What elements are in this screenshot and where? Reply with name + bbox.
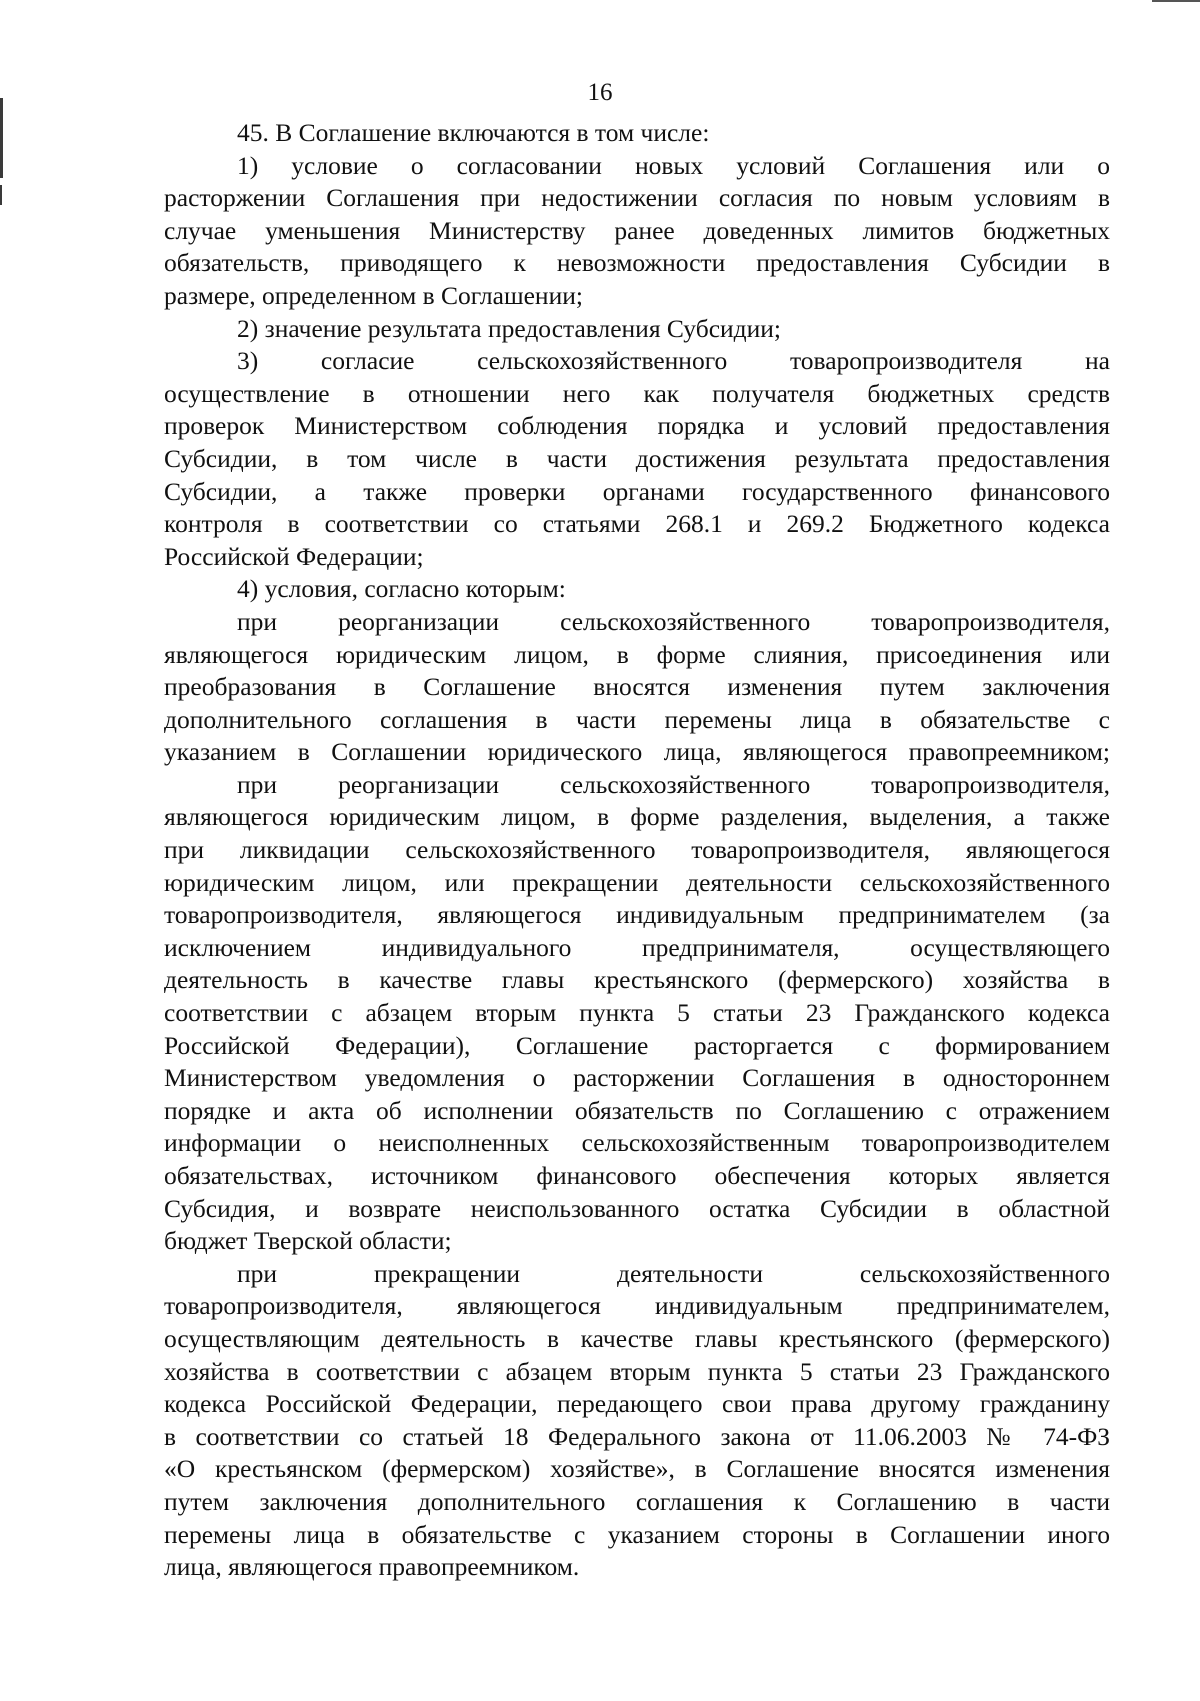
text-line: преобразования в Соглашение вносятся изменения путем заключения <box>164 672 1110 702</box>
text-line: Министерством уведомления о расторжении Соглашения в одностороннем <box>164 1063 1110 1093</box>
text-line: 2) значение результата предоставления Субсидии; <box>237 313 782 343</box>
scan-edge-mark <box>0 185 2 205</box>
text-line: кодекса Российской Федерации, передающего свои права другому гражданину <box>164 1389 1110 1419</box>
text-line: Субсидии, в том числе в части достижения результата предоставления <box>164 443 1110 473</box>
text-line: указанием в Соглашении юридического лица, являющегося правопреемником; <box>164 737 1110 767</box>
text-line: товаропроизводителя, являющегося индивидуальным предпринимателем, <box>164 1291 1110 1321</box>
text-line: при ликвидации сельскохозяйственного товаропроизводителя, являющегося <box>164 835 1110 865</box>
text-line: Субсидии, а также проверки органами государственного финансового <box>164 476 1110 506</box>
text-line: хозяйства в соответствии с абзацем вторым пункта 5 статьи 23 Гражданского <box>164 1356 1110 1386</box>
text-line: дополнительного соглашения в части перемены лица в обязательстве с <box>164 704 1110 734</box>
text-line: случае уменьшения Министерству ранее доведенных лимитов бюджетных <box>164 215 1110 245</box>
text-line: путем заключения дополнительного соглашения к Соглашению в части <box>164 1486 1110 1516</box>
text-line: являющегося юридическим лицом, в форме разделения, выделения, а также <box>164 802 1110 832</box>
text-line: 45. В Соглашение включаются в том числе: <box>237 118 710 147</box>
text-line: порядке и акта об исполнении обязательств по Соглашению с отражением <box>164 1095 1110 1125</box>
text-line: 1) условие о согласовании новых условий Соглашения или о <box>237 150 1110 180</box>
text-line: бюджет Тверской области; <box>164 1226 452 1256</box>
scan-corner-mark <box>1152 0 1200 2</box>
text-line: осуществление в отношении него как получателя бюджетных средств <box>164 378 1110 408</box>
text-line: исключением индивидуального предпринимателя, осуществляющего <box>164 932 1110 962</box>
text-line: товаропроизводителя, являющегося индивидуальным предпринимателем (за <box>164 900 1110 930</box>
text-line: Субсидия, и возврате неиспользованного остатка Субсидии в областной <box>164 1193 1110 1223</box>
text-line: информации о неисполненных сельскохозяйственным товаропроизводителем <box>164 1128 1110 1158</box>
text-line: лица, являющегося правопреемником. <box>164 1552 580 1582</box>
text-line: контроля в соответствии со статьями 268.1 и 269.2 Бюджетного кодекса <box>164 509 1110 539</box>
text-line: «О крестьянском (фермерском) хозяйстве», в Соглашение вносятся изменения <box>164 1454 1110 1484</box>
text-line: в соответствии со статьей 18 Федерального закона от 11.06.2003 № 74-ФЗ <box>164 1421 1110 1451</box>
text-line: обязательствах, источником финансового обеспечения которых является <box>164 1161 1110 1190</box>
text-line: юридическим лицом, или прекращении деятельности сельскохозяйственного <box>164 867 1110 897</box>
text-line: перемены лица в обязательстве с указанием стороны в Соглашении иного <box>164 1519 1110 1549</box>
text-line: обязательств, приводящего к невозможности предоставления Субсидии в <box>164 248 1110 278</box>
text-line: при реорганизации сельскохозяйственного товаропроизводителя, <box>237 606 1110 636</box>
text-line: при реорганизации сельскохозяйственного товаропроизводителя, <box>237 769 1110 799</box>
text-line: Российской Федерации), Соглашение расторгается с формированием <box>164 1030 1110 1060</box>
text-line: Российской Федерации; <box>164 541 424 571</box>
document-body <box>164 117 1110 1584</box>
page-number: 16 <box>587 79 613 106</box>
text-line: при прекращении деятельности сельскохозяйственного <box>237 1258 1110 1288</box>
text-line: являющегося юридическим лицом, в форме слияния, присоединения или <box>164 639 1110 669</box>
text-line: расторжении Соглашения при недостижении согласия по новым условиям в <box>164 183 1110 213</box>
text-line: 3) согласие сельскохозяйственного товаропроизводителя на <box>237 346 1110 376</box>
text-line: размере, определенном в Соглашении; <box>164 280 583 310</box>
text-line: деятельность в качестве главы крестьянского (фермерского) хозяйства в <box>164 965 1110 995</box>
text-line: 4) условия, согласно которым: <box>237 574 566 604</box>
text-line: соответствии с абзацем вторым пункта 5 статьи 23 Гражданского кодекса <box>164 998 1110 1028</box>
text-line: проверок Министерством соблюдения порядка и условий предоставления <box>164 411 1110 441</box>
scan-edge-mark <box>0 98 3 178</box>
text-line: осуществляющим деятельность в качестве главы крестьянского (фермерского) <box>164 1323 1110 1353</box>
